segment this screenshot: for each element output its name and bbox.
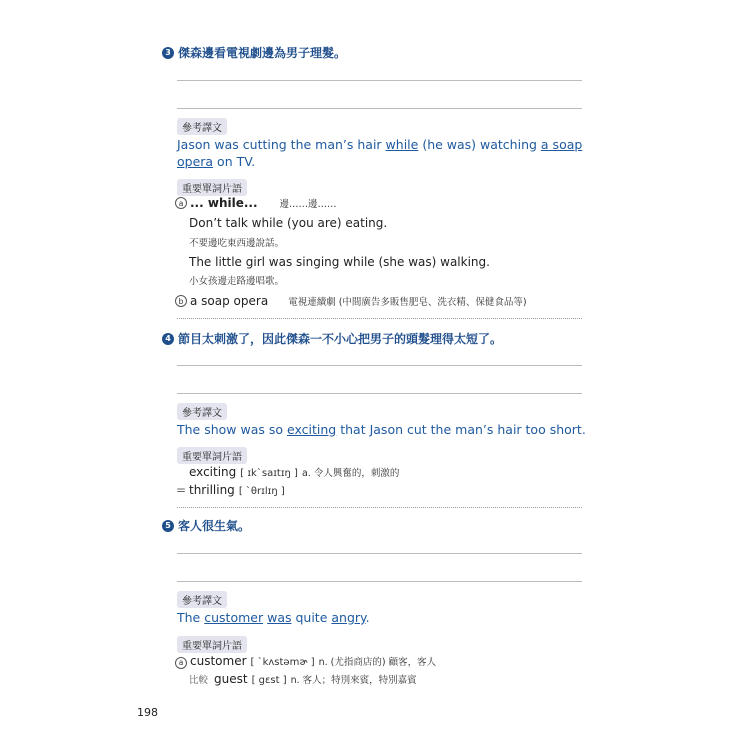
phonetic: [ ˋkʌstəmɚ ] — [250, 657, 315, 668]
underlined-keyword: exciting — [287, 422, 337, 437]
example-sentence-en: The little girl was singing while (she was) walking. — [189, 255, 490, 269]
section-divider — [177, 507, 582, 508]
reference-translation — [177, 421, 587, 438]
vocab-item-a — [175, 196, 337, 210]
key-vocabulary-label: 重要單詞片語 — [177, 179, 247, 196]
phonetic: [ gɛst ] — [251, 675, 287, 686]
question-text: 傑森邊看電視劇邊為男子理髮。 — [178, 46, 347, 60]
vocab-word: guest — [214, 672, 248, 686]
reference-translation-label: 參考譯文 — [177, 591, 227, 608]
vocab-entry-compare — [189, 672, 417, 686]
vocab-word: exciting — [189, 465, 237, 479]
translation-text: Jason was cutting the man’s hair — [177, 137, 386, 152]
definition: n. 客人；特別來賓，特別嘉賓 — [290, 675, 417, 686]
item-marker-a: a — [175, 197, 187, 209]
example-sentence-en: Don’t talk while (you are) eating. — [189, 216, 388, 230]
vocab-entry — [189, 465, 399, 479]
underlined-keyword: angry — [331, 610, 366, 625]
question-number-badge: 4 — [162, 333, 174, 345]
question-text: 客人很生氣。 — [178, 519, 251, 533]
translation-text: The — [177, 610, 205, 625]
translation-text: that Jason cut the man’s hair too short. — [336, 422, 586, 437]
question-4 — [162, 330, 502, 347]
vocab-item-b — [175, 294, 527, 308]
translation-text: quite — [291, 610, 332, 625]
answer-line — [177, 80, 582, 81]
translation-text: The show was so — [177, 422, 288, 437]
phonetic: [ ɪkˋsaɪtɪŋ ] — [240, 468, 298, 479]
answer-line — [177, 108, 582, 109]
vocab-term: a soap opera — [190, 294, 269, 308]
vocab-entry — [175, 654, 436, 669]
example-sentence-zh: 不要邊吃東西邊說話。 — [189, 238, 285, 249]
reference-translation — [177, 136, 587, 170]
question-5 — [162, 517, 250, 534]
example-sentence-zh: 小女孩邊走路邊唱歌。 — [189, 276, 285, 287]
answer-line — [177, 393, 582, 394]
underlined-keyword: a soap opera — [177, 137, 583, 169]
answer-line — [177, 553, 582, 554]
answer-line — [177, 365, 582, 366]
underlined-keyword: was — [267, 610, 292, 625]
equals-sign: = — [176, 483, 187, 497]
reference-translation-label: 參考譯文 — [177, 403, 227, 420]
key-vocabulary-label: 重要單詞片語 — [177, 447, 247, 464]
vocab-term: ... while... — [190, 196, 258, 210]
key-vocabulary-label: 重要單詞片語 — [177, 636, 247, 653]
translation-text: . — [365, 610, 370, 625]
definition: n. (尤指商店的) 顧客，客人 — [318, 657, 437, 668]
underlined-keyword: customer — [204, 610, 264, 625]
definition: a. 令人興奮的，刺激的 — [301, 468, 400, 479]
item-marker-b: b — [175, 295, 187, 307]
compare-label: 比較 — [189, 675, 209, 686]
vocab-meaning: 邊……邊…… — [279, 199, 337, 210]
vocab-meaning: 電視連續劇 (中間廣告多販售肥皂、洗衣精、保健食品等) — [288, 297, 527, 308]
answer-line — [177, 581, 582, 582]
translation-text: (he was) watching — [418, 137, 541, 152]
reference-translation-label: 參考譯文 — [177, 118, 227, 135]
translation-text: on TV. — [213, 154, 256, 169]
vocab-entry-synonym — [176, 483, 285, 497]
phonetic: [ ˋθrɪlɪŋ ] — [238, 486, 285, 497]
reference-translation — [177, 609, 587, 626]
vocab-word: customer — [190, 654, 247, 668]
item-marker-a: a — [175, 657, 187, 669]
page-number: 198 — [137, 706, 158, 719]
vocab-word: thrilling — [189, 483, 235, 497]
underlined-keyword: while — [385, 137, 419, 152]
question-number-badge: 3 — [162, 47, 174, 59]
question-number-badge: 5 — [162, 520, 174, 532]
section-divider — [177, 318, 582, 319]
question-text: 節目太刺激了，因此傑森一不小心把男子的頭髮理得太短了。 — [178, 332, 503, 346]
question-3 — [162, 44, 346, 61]
